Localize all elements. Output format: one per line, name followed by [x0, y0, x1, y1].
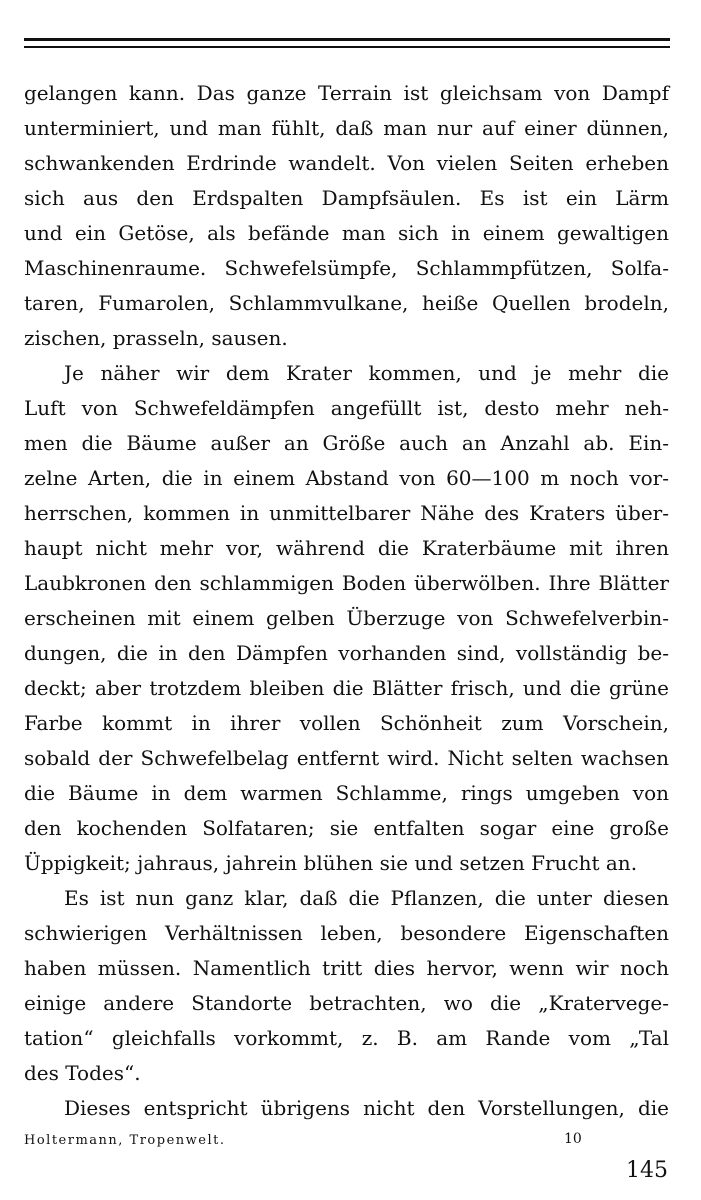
text-line: den kochenden Solfataren; sie entfalten sogar eine große: [24, 816, 669, 840]
text-line: gelangen kann. Das ganze Terrain ist gleichsam von Dampf: [24, 81, 669, 105]
text-line: men die Bäume außer an Größe auch an Anzahl ab. Ein-: [24, 431, 669, 455]
text-line: sobald der Schwefelbelag entfernt wird. Nicht selten wachsen: [24, 746, 669, 770]
page-footer: [24, 1133, 669, 1148]
text-line: taren, Fumarolen, Schlammvulkane, heiße Quellen brodeln,: [24, 291, 669, 315]
text-line: herrschen, kommen in unmittelbarer Nähe des Kraters über-: [24, 501, 669, 525]
text-line: haben müssen. Namentlich tritt dies hervor, wenn wir noch: [24, 956, 669, 980]
text-line: tation“ gleichfalls vorkommt, z. B. am Rande vom „Tal: [24, 1026, 669, 1050]
text-line: die Bäume in dem warmen Schlamme, rings umgeben von: [24, 781, 669, 805]
paragraph: [24, 881, 669, 1091]
page-number: 145: [626, 1158, 668, 1183]
paragraph: [24, 1091, 669, 1126]
header-rule-thick: [24, 38, 670, 41]
text-line: Maschinenraume. Schwefelsümpfe, Schlammpfützen, Solfa-: [24, 256, 669, 280]
text-line: unterminiert, und man fühlt, daß man nur auf einer dünnen,: [24, 116, 669, 140]
text-line: zelne Arten, die in einem Abstand von 60—100 m noch vor-: [24, 466, 669, 490]
text-line: Es ist nun ganz klar, daß die Pflanzen, die unter diesen: [64, 886, 669, 910]
text-line: deckt; aber trotzdem bleiben die Blätter frisch, und die grüne: [24, 676, 669, 700]
text-line: Üppigkeit; jahraus, jahrein blühen sie und setzen Frucht an.: [24, 851, 638, 875]
body-text: [24, 76, 669, 1126]
text-line: schwankenden Erdrinde wandelt. Von vielen Seiten erheben: [24, 151, 669, 175]
text-line: schwierigen Verhältnissen leben, besondere Eigenschaften: [24, 921, 669, 945]
text-line: dungen, die in den Dämpfen vorhanden sind, vollständig be-: [24, 641, 669, 665]
text-line: Laubkronen den schlammigen Boden überwölben. Ihre Blätter: [24, 571, 669, 595]
paragraph: [24, 76, 669, 356]
text-line: und ein Getöse, als befände man sich in einem gewaltigen: [24, 221, 669, 245]
text-line: erscheinen mit einem gelben Überzuge von Schwefelverbin-: [24, 606, 669, 630]
text-line: haupt nicht mehr vor, während die Kraterbäume mit ihren: [24, 536, 669, 560]
text-line: Farbe kommt in ihrer vollen Schönheit zum Vorschein,: [24, 711, 669, 735]
paragraph: [24, 356, 669, 881]
text-line: des Todes“.: [24, 1061, 141, 1085]
text-line: Luft von Schwefeldämpfen angefüllt ist, desto mehr neh-: [24, 396, 669, 420]
signature-mark: 10: [564, 1131, 582, 1147]
header-rule-thin: [24, 46, 670, 48]
text-line: sich aus den Erdspalten Dampfsäulen. Es ist ein Lärm: [24, 186, 669, 210]
text-line: Je näher wir dem Krater kommen, und je mehr die: [64, 361, 669, 385]
text-line: einige andere Standorte betrachten, wo die „Kratervege-: [24, 991, 669, 1015]
text-line: zischen, prasseln, sausen.: [24, 326, 288, 350]
text-line: Dieses entspricht übrigens nicht den Vorstellungen, die: [64, 1096, 669, 1120]
footer-author-title: Holtermann, Tropenwelt.: [24, 1133, 226, 1148]
